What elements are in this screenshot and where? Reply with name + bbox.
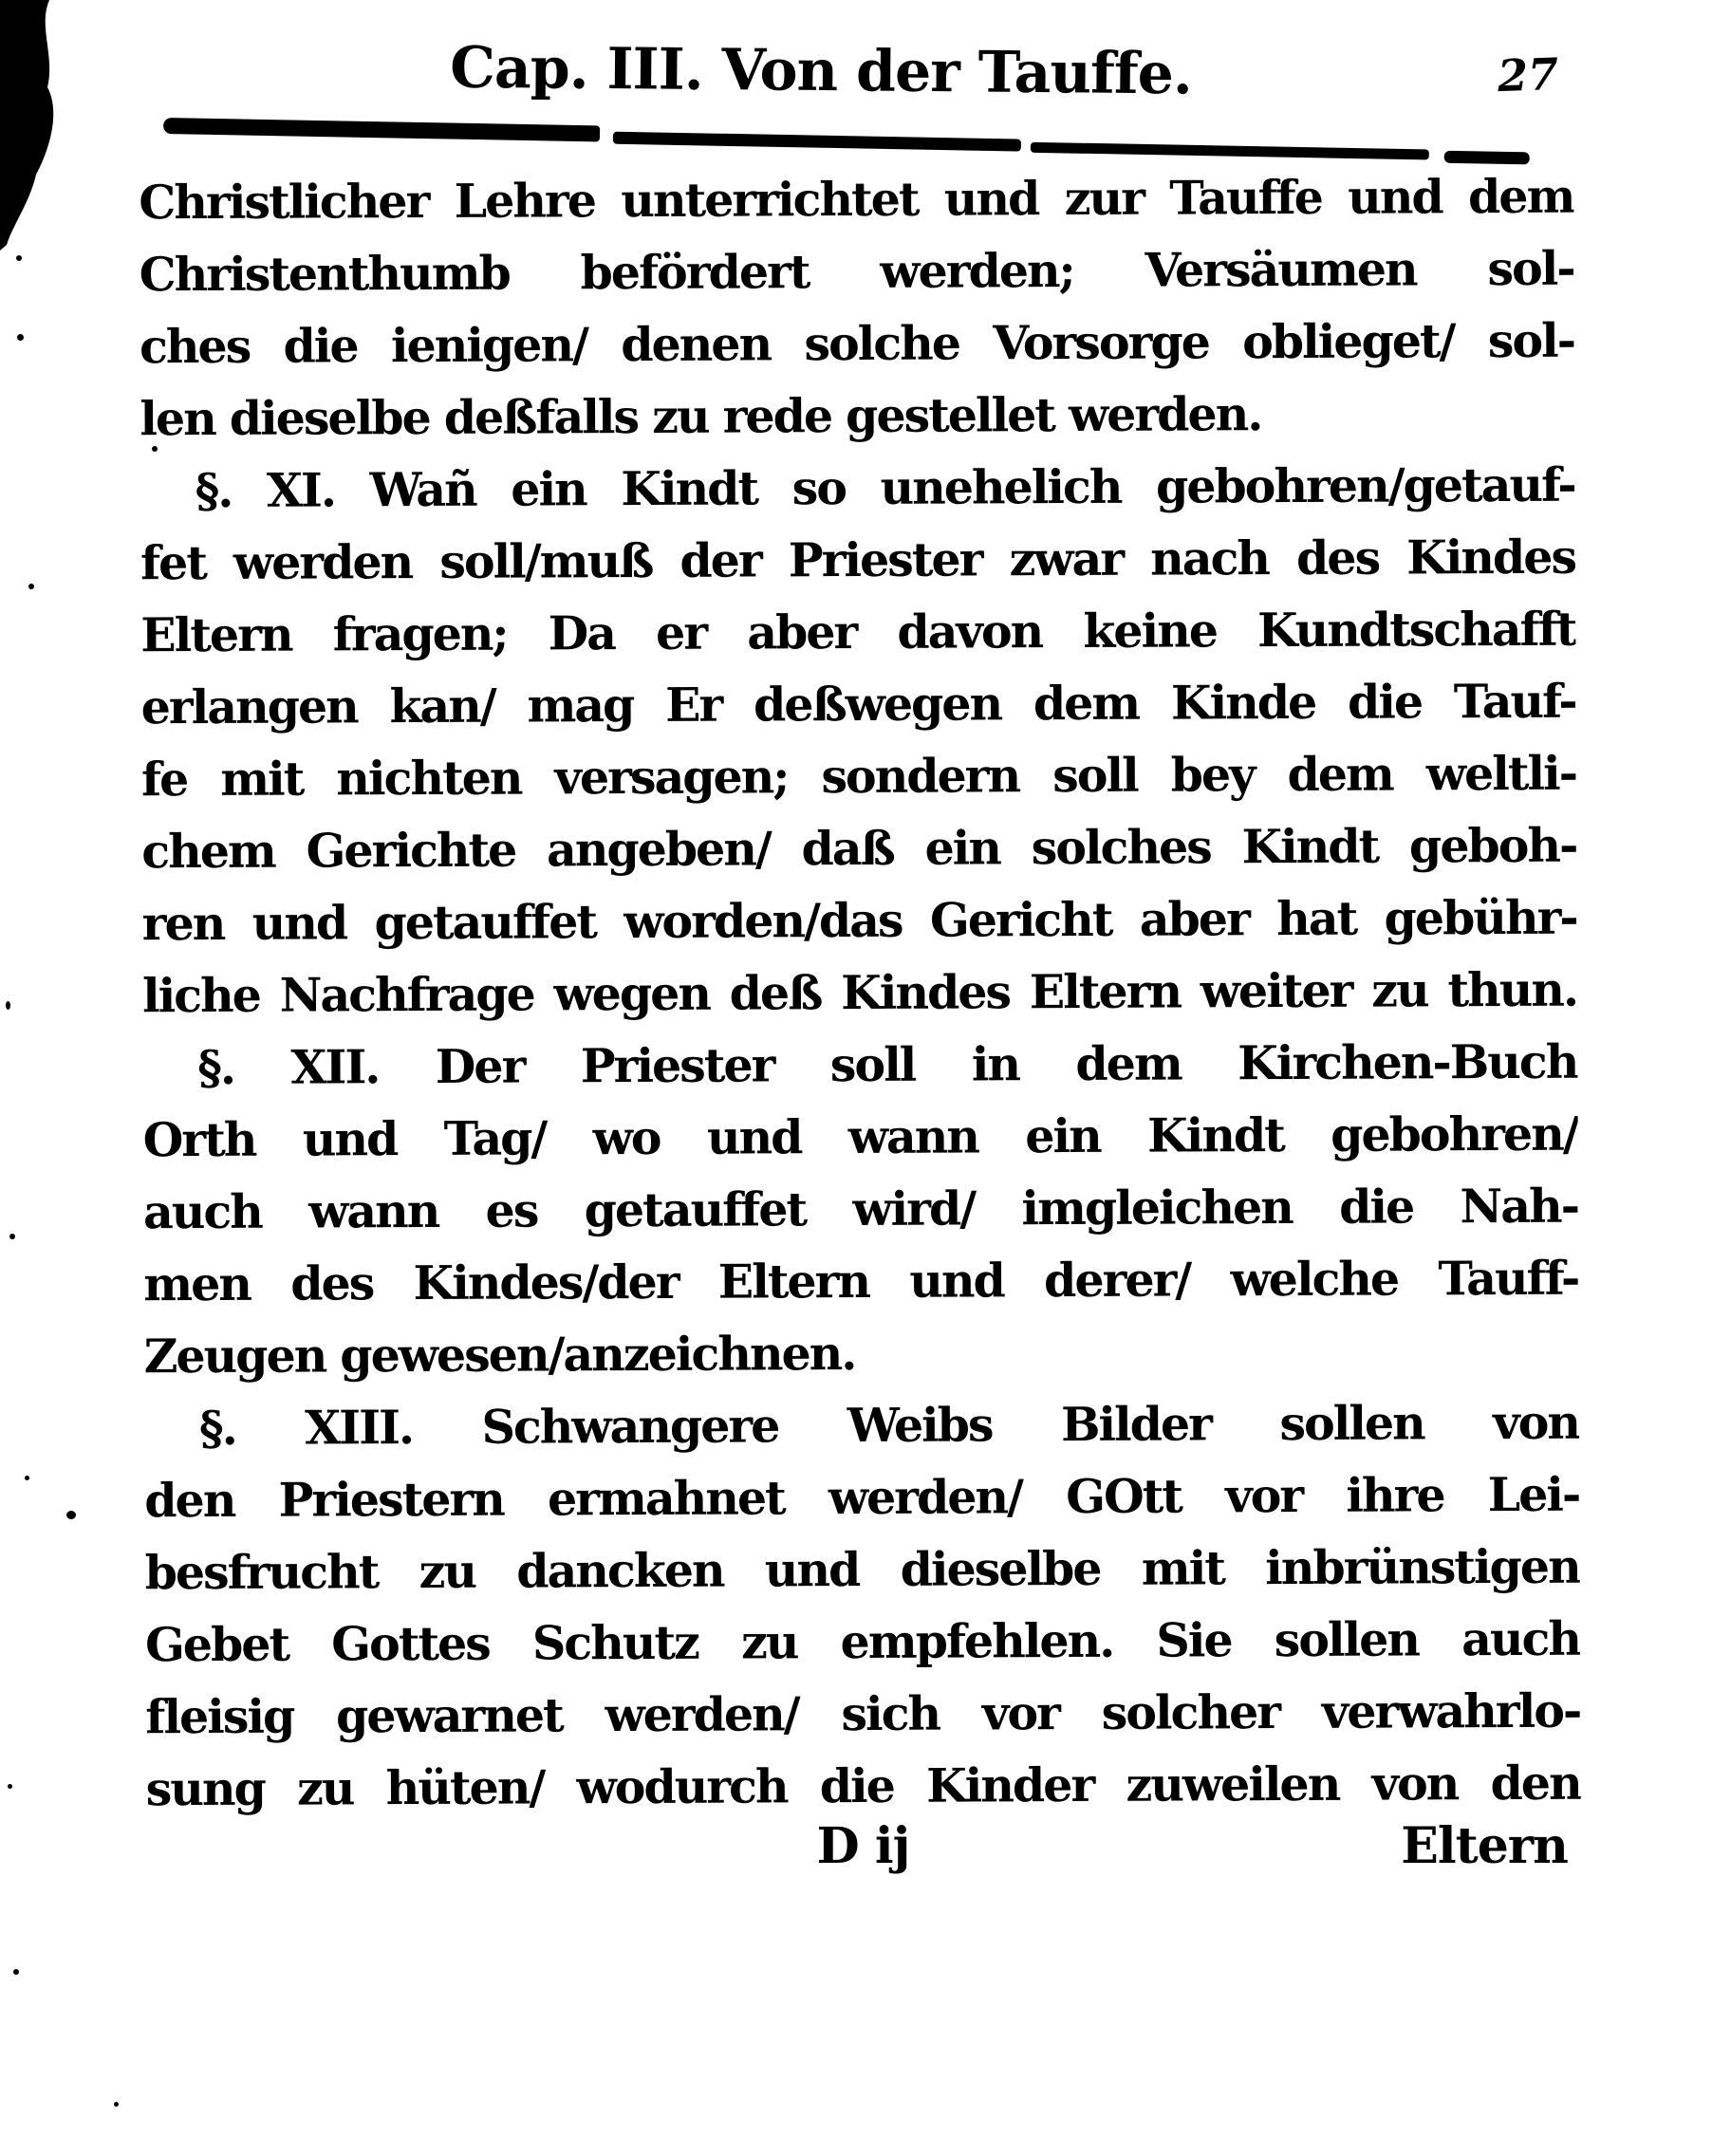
text-line: ches die ienigen/ denen solche Vorsorge oblieget/ sol- [139, 312, 1575, 375]
text-line: erlangen kan/ mag Er deßwegen dem Kinde die Tauf- [140, 673, 1576, 735]
scan-speck [9, 1234, 15, 1239]
text-line: Eltern fragen; Da er aber davon keine Kundtschafft [140, 601, 1576, 663]
text-line: Christenthumb befördert werden; Versäumen sol- [139, 240, 1574, 303]
text-line: Orth und Tag/ wo und wann ein Kindt gebohren/ [142, 1106, 1578, 1168]
text-line: fleisig gewarnet werden/ sich vor solcher verwahrlo- [145, 1682, 1581, 1745]
text-line: len dieselbe deßfalls zu rede gestellet werden. [140, 386, 1262, 447]
scan-speck [28, 584, 34, 589]
rule-segment [613, 132, 1021, 152]
page-footer [142, 1811, 1577, 1886]
text-line-section-xii: §. XII. Der Priester soll in dem Kirchen-Buch [197, 1033, 1578, 1096]
text-line: besfrucht zu dancken und dieselbe mit inbrünstigen [144, 1538, 1580, 1601]
text-line: ren und getauffet worden/das Gericht aber hat gebühr- [141, 889, 1577, 952]
text-line: men des Kindes/der Eltern und derer/ welche Tauff- [143, 1250, 1579, 1312]
scan-speck [25, 1476, 29, 1480]
text-line: fet werden soll/muß der Priester zwar nach des Kindes [140, 529, 1576, 591]
text-line: liche Nachfrage wegen deß Kindes Eltern weiter zu thun. [141, 961, 1578, 1024]
text-block [139, 160, 1581, 1826]
text-line: sung zu hüten/ wodurch die Kinder zuweilen von den [145, 1755, 1581, 1817]
text-line-section-xiii: §. XIII. Schwangere Weibs Bilder sollen von [198, 1394, 1580, 1457]
text-line: den Priestern ermahnet werden/ GOtt vor ihre Lei- [144, 1466, 1580, 1529]
chapter-title: Cap. III. Von der Tauffe. [449, 34, 1193, 108]
text-line-section-xi: §. XI. Wañ ein Kindt so unehelich gebohren/getauf- [195, 456, 1575, 519]
text-line: Gebet Gottes Schutz zu empfehlen. Sie sollen auch [144, 1610, 1581, 1673]
catchword: Eltern [1401, 1817, 1568, 1875]
scan-speck [8, 1784, 12, 1789]
running-head [142, 32, 1500, 110]
text-line: chem Gerichte angeben/ daß ein solches Kindt geboh- [141, 817, 1577, 880]
signature-mark: D ij [816, 1817, 910, 1875]
rule-segment [1031, 142, 1429, 160]
scan-speck [17, 334, 24, 341]
gutter-shadow [0, 0, 95, 266]
text-line: fe mit nichten versagen; sondern soll bey dem weltli- [140, 745, 1577, 808]
scan-speck [114, 2102, 119, 2107]
text-line: auch wann es getauffet wird/ imgleichen die Nah- [142, 1178, 1579, 1240]
rule-segment [163, 118, 600, 141]
scan-speck [6, 1001, 10, 1010]
scan-speck [66, 1511, 76, 1519]
text-line: Zeugen gewesen/anzeichnen. [143, 1326, 856, 1385]
page-number: 27 [1497, 47, 1559, 102]
text-line: Christlicher Lehre unterrichtet und zur Tauffe und dem [139, 168, 1574, 231]
scan-speck [13, 1969, 19, 1975]
